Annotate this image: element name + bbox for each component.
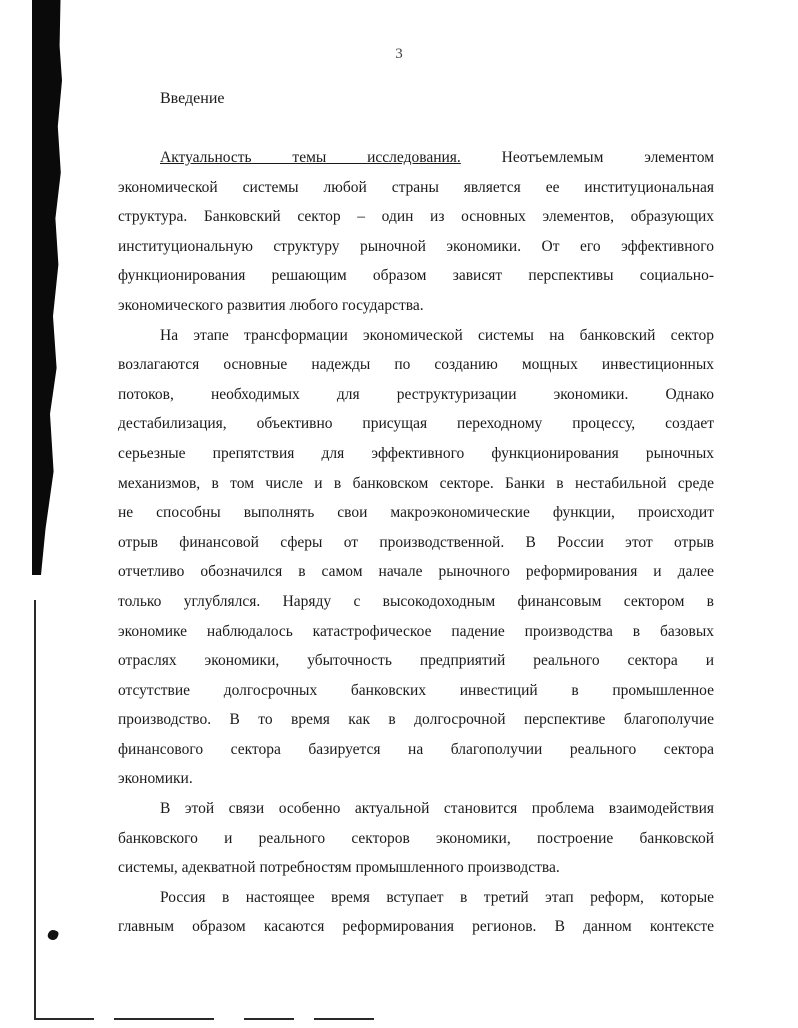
text-line: системы, адекватной потребностям промышленного производства. [118,859,560,877]
text-line: структура. Банковский сектор – один из основных элементов, образующих [118,208,714,226]
text-line: экономики. [118,770,193,788]
text-line: На этапе трансформации экономической системы на банковский сектор [160,326,714,344]
text-line: только углублялся. Наряду с высокодоходным финансовым сектором в [118,592,714,610]
text-line: банковского и реального секторов экономики, построение банковской [118,829,714,847]
text-line: главным образом касаются реформирования регионов. В данном контексте [118,918,714,936]
text-line: экономического развития любого государства. [118,296,424,314]
scan-ink-mark [47,929,60,942]
text-line: механизмов, в том числе и в банковском секторе. Банки в нестабильной среде [118,474,714,492]
text-line: отсутствие долгосрочных банковских инвестиций в промышленное [118,681,714,699]
text-line: потоков, необходимых для реструктуризации экономики. Однако [118,385,714,403]
text-line: не способны выполнять свои макроэкономические функции, происходит [118,504,714,522]
text-line: экономике наблюдалось катастрофическое падение производства в базовых [118,622,714,640]
text-line: серьезные препятствия для эффективного функционирования рыночных [118,444,714,462]
text-line: функционирования решающим образом зависят перспективы социально- [118,267,714,285]
text-line: производство. В то время как в долгосрочной перспективе благополучие [118,711,714,729]
body-text [118,143,714,942]
scan-bottom-line [34,1018,374,1020]
underlined-lead: Актуальность темы исследования. [160,149,461,166]
text-line: институциональную структуру рыночной экономики. От его эффективного [118,237,714,255]
text-line: В этой связи особенно актуальной становится проблема взаимодействия [160,800,714,818]
text-line: экономической системы любой страны является ее институциональная [118,178,714,196]
scan-edge-shadow [32,0,62,575]
text-line: Актуальность темы исследования. Неотъемлемым элементом [160,149,715,166]
text-line: финансового сектора базируется на благополучии реального сектора [118,740,714,758]
text-line: возлагаются основные надежды по созданию мощных инвестиционных [118,356,714,374]
text-line: Россия в настоящее время вступает в третий этап реформ, которые [160,888,714,906]
scan-edge-line [34,600,36,1020]
page-number: 3 [395,46,403,62]
text-line: отрыв финансовой сферы от производственной. В России этот отрыв [118,533,714,551]
section-heading: Введение [160,90,225,107]
text-line: дестабилизация, объективно присущая переходному процессу, создает [118,415,714,433]
text-line: отраслях экономики, убыточность предприятий реального сектора и [118,652,714,670]
text-line: отчетливо обозначился в самом начале рыночного реформирования и далее [118,563,714,581]
